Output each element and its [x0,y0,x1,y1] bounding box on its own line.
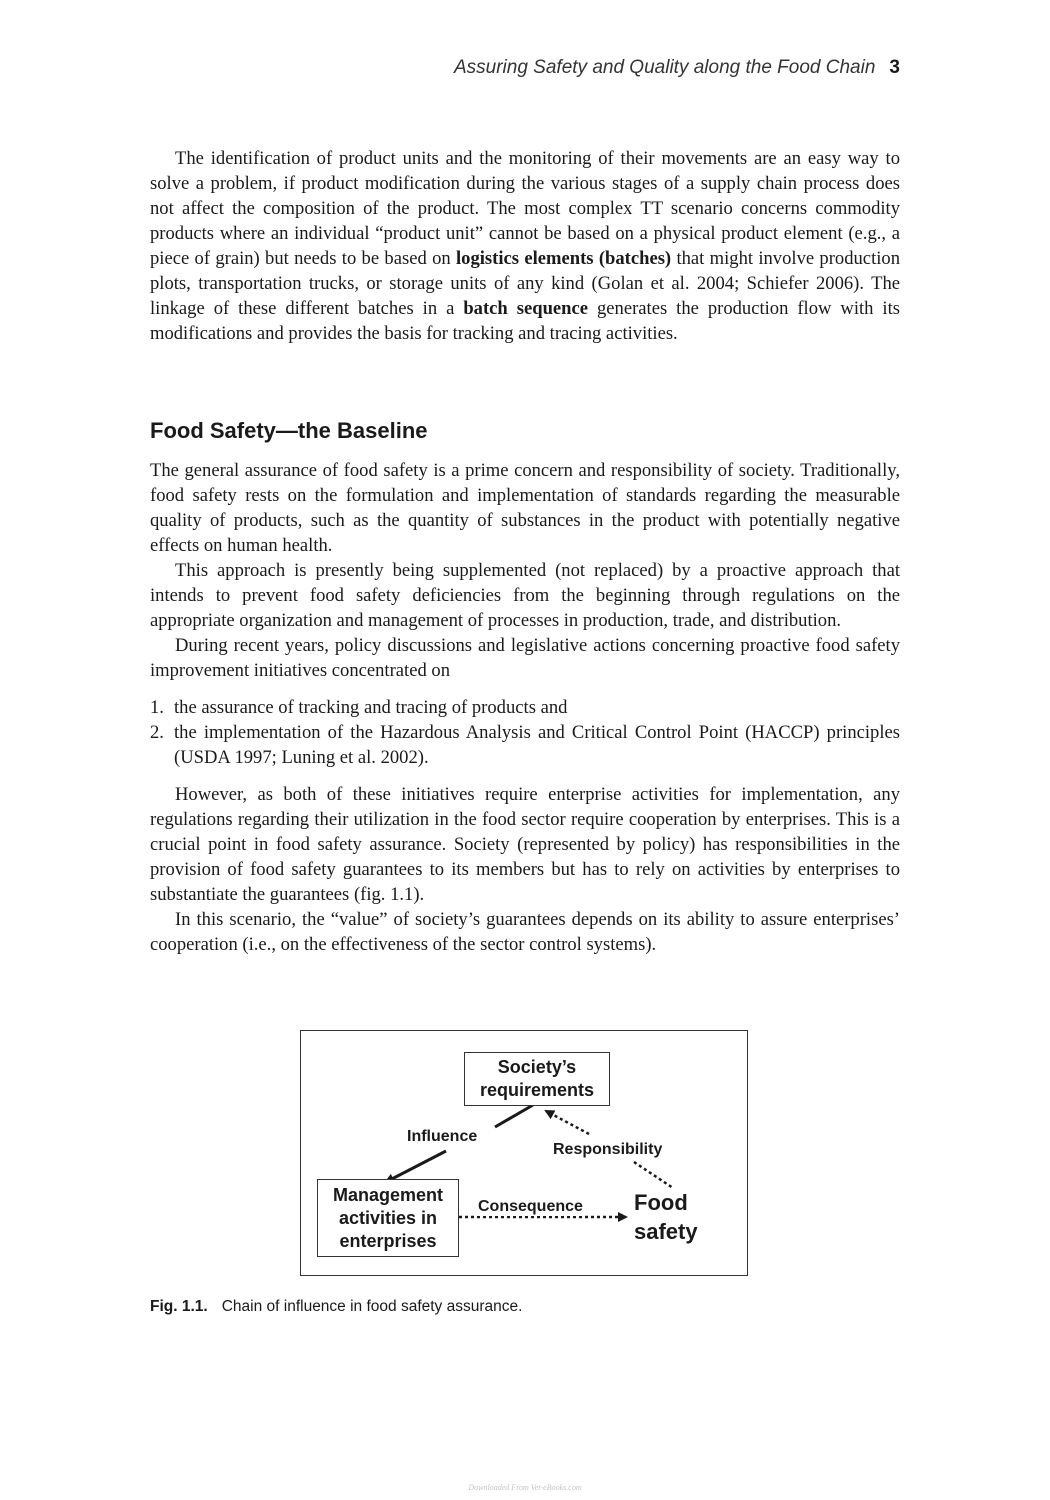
node-food-line-2: safety [634,1219,698,1244]
intro-paragraph [150,146,900,346]
caption-text: Chain of influence in food safety assurance. [221,1298,523,1315]
node-society-line-1: Society’s [497,1057,577,1077]
term-logistics-elements: logistics elements (batches) [456,248,672,269]
responsibility-arrow-upper [546,1111,589,1134]
intro-text-2: that might involve production plots, transportation trucks, or storage units of any kind (Golan et al. 2004; Schiefer 2006). The linkage of these different batches in a [150,248,900,319]
section-body [150,458,900,957]
figure-diagram [300,1030,748,1276]
page-number: 3 [889,57,900,78]
section-paragraph-1: The general assurance of food safety is a prime concern and responsibility of society. Traditionally, food safety rests on the formulation and implementation of standards regarding the measurable quality of products, such as the quantity of substances in the product with potentially negative effects on human health. [150,460,900,556]
watermark: Downloaded From Vet-eBooks.com [468,1483,582,1492]
initiatives-list [150,695,900,770]
section-paragraph-4: However, as both of these initiatives require enterprise activities for implementation, any regulations regarding their utilization in the food sector require cooperation by enterprises. This is a crucial point in food safety assurance. Society (represented by policy) has responsibilities in the provision of food safety guarantees to its members but has to rely on activities by enterprises to substantiate the guarantees (fig. 1.1). [150,784,900,905]
node-mgmt-line-1: Management [332,1184,444,1205]
intro-text-3: generates the production flow with its modifications and provides the basis for tracking and tracing activities. [150,298,901,344]
list-item [150,695,900,720]
label-influence: Influence [407,1128,478,1145]
node-food-line-1: Food [634,1190,688,1215]
label-consequence: Consequence [478,1198,583,1215]
term-batch-sequence: batch sequence [463,298,589,319]
node-society-requirements [464,1052,610,1106]
intro-text-1: The identification of product units and the monitoring of their movements are an easy way to solve a problem, if product modification during the various stages of a supply chain process does not affect the composition of the product. The most complex TT scenario concerns commodity products where an individual “product unit” cannot be based on a physical product element (e.g., a piece of grain) but needs to be based on [150,148,900,269]
list-number: 2. [150,722,164,743]
list-text: the assurance of tracking and tracing of products and [174,697,568,718]
node-mgmt-line-3: enterprises [339,1230,437,1251]
influence-arrow-lower [386,1151,446,1182]
section-paragraph-2: This approach is presently being supplemented (not replaced) by a proactive approach that intends to prevent food safety deficiencies from the beginning through regulations on the appropriate organization and management of processes in production, trade, and distribution. [150,560,900,631]
section-paragraph-3: During recent years, policy discussions and legislative actions concerning proactive food safety improvement initiatives concentrated on [150,635,900,681]
responsibility-arrow-lower [634,1162,673,1188]
caption-label: Fig. 1.1. [150,1298,208,1315]
node-society-line-2: requirements [479,1080,595,1100]
list-number: 1. [150,697,164,718]
running-head [454,57,900,79]
figure-caption [150,1298,522,1316]
list-item [150,720,900,770]
node-management-activities [317,1179,459,1257]
influence-arrow-upper [495,1105,533,1127]
label-responsibility: Responsibility [553,1141,663,1158]
running-title: Assuring Safety and Quality along the Food Chain [453,57,876,78]
section-heading: Food Safety—the Baseline [150,418,428,443]
intro-block [150,146,900,346]
node-mgmt-line-2: activities in [338,1207,438,1228]
section-paragraph-5: In this scenario, the “value” of society’s guarantees depends on its ability to assure enterprises’ cooperation (i.e., on the effectiveness of the sector control systems). [150,909,900,955]
list-text: the implementation of the Hazardous Analysis and Critical Control Point (HACCP) principles (USDA 1997; Luning et al. 2002). [174,722,900,768]
node-food-safety [634,1188,698,1246]
